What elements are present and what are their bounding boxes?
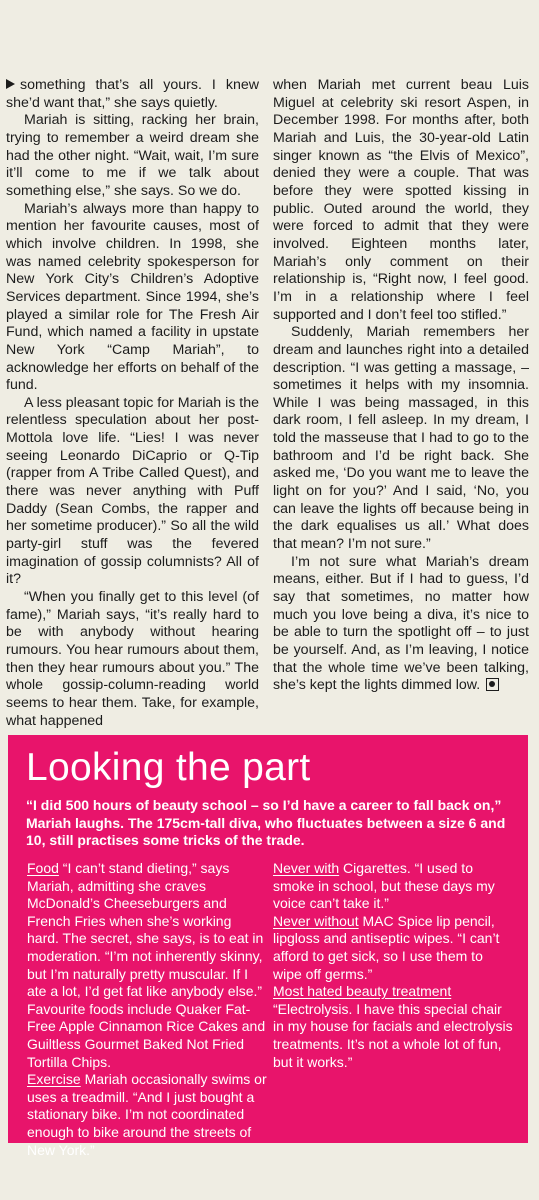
- paragraph: Suddenly, Mariah remembers her dream and launches right into a detailed description. “I was getting a massage, – sometimes it helps with my insomnia. While I was being massaged, in this dark room, I fell asleep. In my dream, I told the masseuse that I had to go to the bathroom and I’d be right back. She asked me, ‘Do you want me to leave the light on for you?’ And I said, ‘No, you can leave the lights off because being in the dark equalises us all.’ What does that mean? I’m not sure.”: [273, 324, 529, 553]
- tip-most-hated: [273, 983, 513, 1001]
- paragraph: when Mariah met current beau Luis Miguel at celebrity ski resort Aspen, in December 1998. For months after, both Mariah and Luis, the 30-year-old Latin singer known as “the Elvis of Mexico”, denied they were a couple. That was before they were spotted kissing in public. Outed around the world, they were forced to admit that they were involved. Eighteen months later, Mariah’s only comment on their relationship is, “Right now, I feel good. I’m in a relationship where I feel supported and I don’t feel too stifled.”: [273, 77, 529, 323]
- tip-heading-never-with: Never with: [273, 860, 340, 876]
- article-column-left: [6, 77, 259, 730]
- tip-heading-most-hated: Most hated beauty treatment: [273, 983, 452, 1000]
- tip-heading-never-without: Never without: [273, 912, 359, 929]
- continued-triangle-icon: [6, 79, 15, 89]
- paragraph: Mariah’s always more than happy to mention her favourite causes, most of which involve children. In 1998, she was named celebrity spokesperson for New York City’s Children’s Adoptive Services department. Since 1994, she’s played a similar role for The Fresh Air Fund, which named a facility in upstate New York “Camp Mariah”, to acknowledge her efforts on behalf of the fund.: [6, 200, 259, 394]
- paragraph: “When you finally get to this level (of fame),” Mariah says, “it’s really hard to be with anybody without hearing rumours. You hear rumours about them, then they hear rumours about you.” The whole gossip-column-reading world seems to hear them. Take, for example, what happened: [6, 589, 259, 729]
- paragraph: A less pleasant topic for Mariah is the relentless speculation about her post-Mottola love life. “Lies! I was never seeing Leonardo DiCaprio or Q-Tip (rapper from A Tribe Called Quest), and there was never anything with Puff Daddy (Sean Combs, the rapper and her sometime producer).” So all the wild party-girl stuff was the fevered imagination of gossip columnists? All of it?: [6, 394, 260, 588]
- tip-exercise: Exercise Mariah occasionally swims or uses a treadmill. “And I just bought a stationary bike. I’m not coordinated enough to bike around the streets of New York.”: [27, 1071, 267, 1158]
- tip-never-without: Never without MAC Spice lip pencil, lipgloss and antiseptic wipes. “I can’t afford to get sick, so I use them to wipe off germs.”: [273, 912, 500, 982]
- sidebar-title: Looking the part: [26, 746, 311, 789]
- sidebar-intro: “I did 500 hours of beauty school – so I’d have a career to fall back on,” Mariah laughs. The 175cm-tall diva, who fluctuates between a size 6 and 10, still practises some tricks of the trade.: [26, 797, 506, 848]
- tip-never-with: Never with Cigarettes. “I used to smoke in school, but these days my voice can’t take it.”: [273, 860, 495, 912]
- tip-heading-food: Food: [27, 860, 59, 876]
- end-of-article-icon: [486, 678, 499, 691]
- paragraph: Mariah is sitting, racking her brain, trying to remember a weird dream she had the other night. “Wait, wait, I’m sure it’ll come to me if we talk about something else,” she says. So we do.: [6, 112, 259, 199]
- tip-most-hated-text: “Electrolysis. I have this special chair in my house for facials and electrolysis treatments. It’s not a whole lot of fun, but it works.”: [273, 1000, 513, 1070]
- sidebar-column-left: [27, 860, 267, 1159]
- article-column-right: [273, 77, 529, 695]
- tip-heading-exercise: Exercise: [27, 1071, 81, 1088]
- sidebar-box: [8, 735, 528, 1158]
- sidebar-column-right: [273, 860, 513, 1071]
- paragraph-final: I’m not sure what Mariah’s dream means, either. But if I had to guess, I’d say that sometimes, no matter how much you love being a diva, it’s nice to be able to turn the spotlight off – to just be yourself. And, as I’m leaving, I notice that the whole time we’ve been talking, she’s kept the lights dimmed low.: [273, 553, 529, 694]
- paragraph-continued: something that’s all yours. I knew she’d want that,” she says quietly.: [6, 77, 259, 111]
- tip-food: Food “I can’t stand dieting,” says Mariah, admitting she craves McDonald’s Cheeseburgers and French Fries when she’s working hard. The secret, she says, is to eat in moderation. “I’m not inherently skinny, but I’m naturally pretty muscular. If I ate a lot, I’d get fat like anybody else.” Favourite foods include Quaker Fat-Free Apple Cinnamon Rice Cakes and Guiltless Gourmet Baked Not Fried Tortilla Chips.: [27, 860, 266, 1070]
